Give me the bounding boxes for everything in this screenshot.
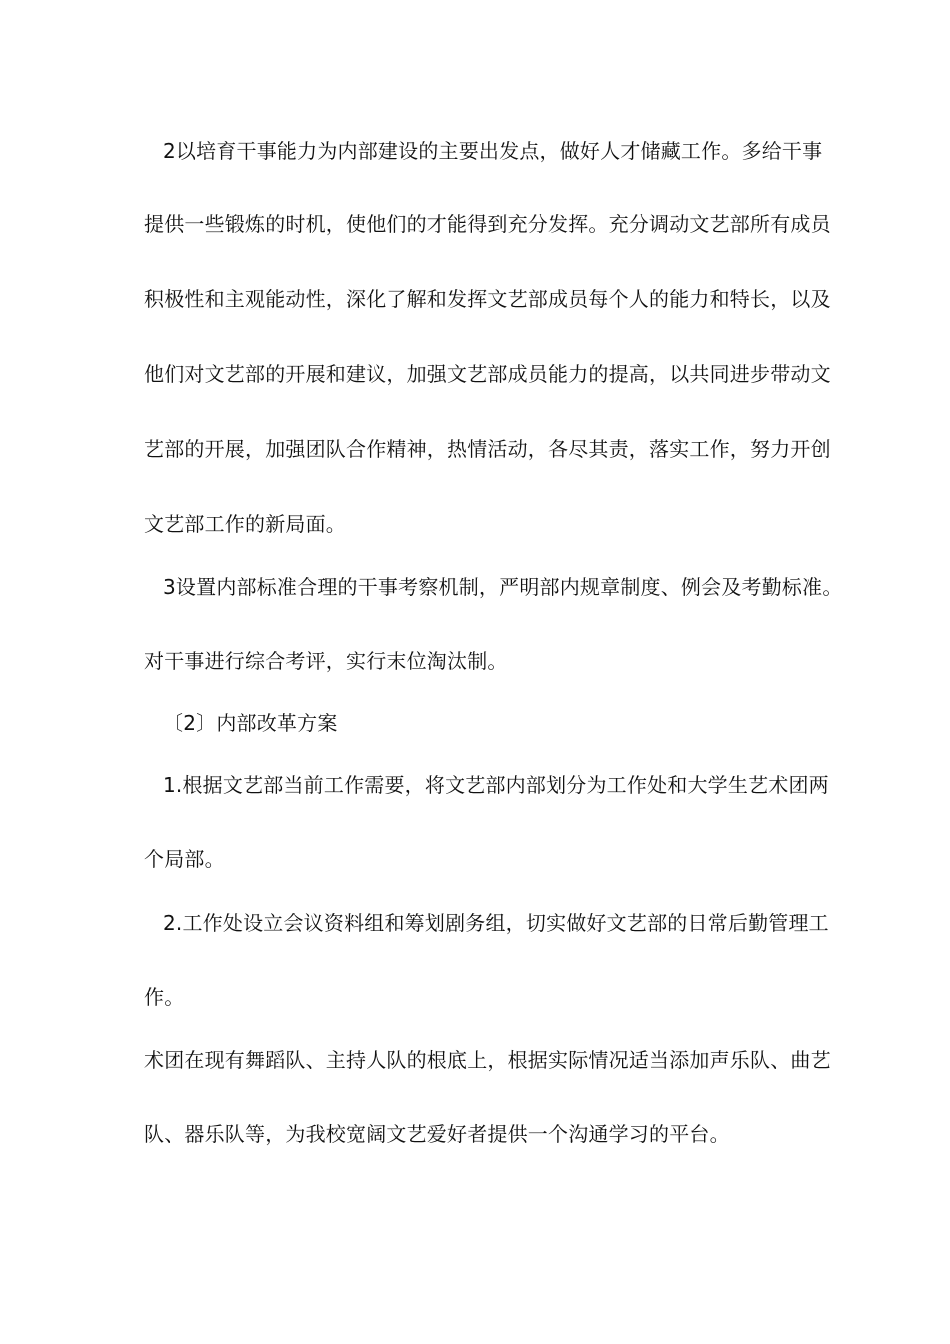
paragraph-line: 文艺部工作的新局面。 xyxy=(144,512,346,536)
paragraph-line: 1.根据文艺部当前工作需要，将文艺部内部划分为工作处和大学生艺术团两 xyxy=(163,773,829,797)
paragraph-line: 积极性和主观能动性，深化了解和发挥文艺部成员每个人的能力和特长，以及 xyxy=(144,287,831,311)
paragraph-line: 作。 xyxy=(144,985,185,1009)
paragraph-line: 队、器乐队等，为我校宽阔文艺爱好者提供一个沟通学习的平台。 xyxy=(144,1122,730,1146)
paragraph-line: 个局部。 xyxy=(144,847,225,871)
paragraph-line: 对干事进行综合考评，实行末位淘汰制。 xyxy=(144,649,508,673)
paragraph-line: 3设置内部标准合理的干事考察机制，严明部内规章制度、例会及考勤标准。 xyxy=(163,575,843,599)
paragraph-line: 艺部的开展，加强团队合作精神，热情活动，各尽其责，落实工作，努力开创 xyxy=(144,437,831,461)
paragraph-line: 术团在现有舞蹈队、主持人队的根底上，根据实际情况适当添加声乐队、曲艺 xyxy=(144,1048,831,1072)
paragraph-line: 提供一些锻炼的时机，使他们的才能得到充分发挥。充分调动文艺部所有成员 xyxy=(144,212,831,236)
section-heading: 〔2〕内部改革方案 xyxy=(163,711,338,735)
paragraph-line: 2.工作处设立会议资料组和筹划剧务组，切实做好文艺部的日常后勤管理工 xyxy=(163,911,829,935)
paragraph-line: 他们对文艺部的开展和建议，加强文艺部成员能力的提高，以共同进步带动文 xyxy=(144,362,831,386)
paragraph-line: 2以培育干事能力为内部建设的主要出发点，做好人才储藏工作。多给干事 xyxy=(163,139,823,163)
